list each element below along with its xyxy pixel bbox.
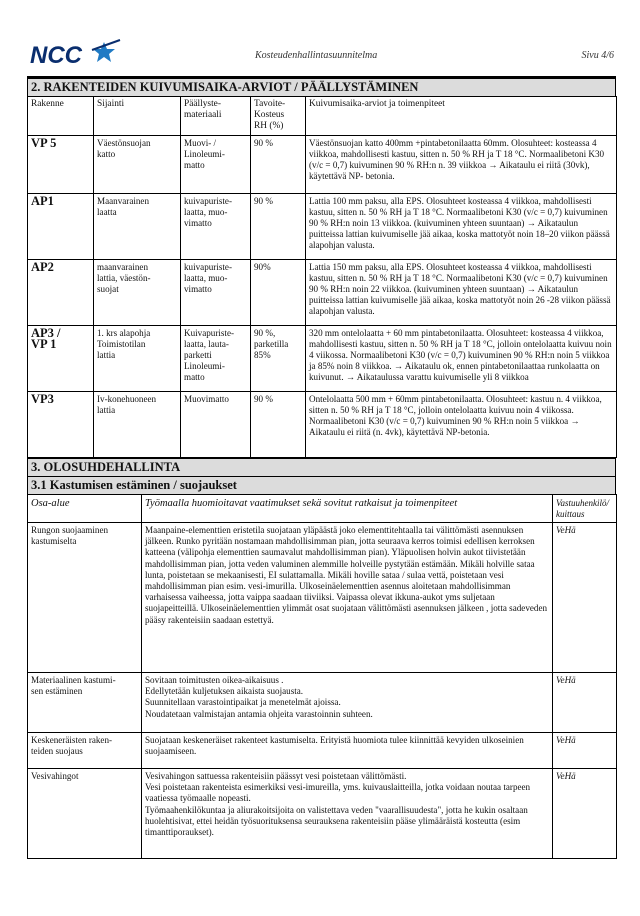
coating-cell: kuivapuriste- laatta, muo- vimatto xyxy=(181,259,251,325)
responsible-cell: VeHä xyxy=(553,523,617,673)
target-moisture-cell: 90 % xyxy=(251,193,306,259)
table-row xyxy=(28,325,617,391)
coating-cell: kuivapuriste- laatta, muo- vimatto xyxy=(181,193,251,259)
requirements-cell: Suojataan keskeneräiset rakenteet kastumiselta. Erityistä huomiota tulee kiinnittää kevyiden ulkoseinien suojaamiseen. xyxy=(142,733,553,769)
column-header: Rakenne xyxy=(28,97,94,136)
column-header: Päällyste- materiaali xyxy=(181,97,251,136)
location-cell: maanvarainen lattia, väestön- suojat xyxy=(94,259,181,325)
table-row xyxy=(28,769,617,859)
drying-estimate-cell: Lattia 150 mm paksu, alla EPS. Olosuhteet kosteassa 4 viikkoa, mahdollisesti kastuu, sitten n. 50 % RH ja T 18 °C. Normaalibetoni K30 (v/c = 0,7) kuivuminen 90 % RH:n noin 22 viikkoa. (kuivuminen yhteen suuntaan) → Aikataulun puitteissa lattian kuivumiselle jää aikaa, koska mattotyöt noin 26 -28 viikon päässä alapohjan valusta. xyxy=(306,259,617,325)
area-cell: Vesivahingot xyxy=(28,769,142,859)
table-row xyxy=(28,259,617,325)
target-moisture-cell: 90% xyxy=(251,259,306,325)
page-number: Sivu 4/6 xyxy=(581,50,614,61)
table-row xyxy=(28,391,617,457)
target-moisture-cell: 90 %, parketilla 85% xyxy=(251,325,306,391)
area-cell: Keskeneräisten raken- teiden suojaus xyxy=(28,733,142,769)
document-title: Kosteudenhallintasuunnitelma xyxy=(255,50,378,61)
structure-code: AP2 xyxy=(28,259,94,325)
responsible-cell: VeHä xyxy=(553,769,617,859)
column-header: Sijainti xyxy=(94,97,181,136)
target-moisture-cell: 90 % xyxy=(251,391,306,457)
section2-title: 2. RAKENTEIDEN KUIVUMISAIKA-ARVIOT / PÄÄLLYSTÄMINEN xyxy=(27,76,616,96)
location-cell: Iv-konehuoneen lattia xyxy=(94,391,181,457)
structure-code: AP1 xyxy=(28,193,94,259)
section3-title: 3. OLOSUHDEHALLINTA xyxy=(27,458,616,476)
drying-estimate-cell: 320 mm ontelolaatta + 60 mm pintabetonilaatta. Olosuhteet: kosteassa 4 viikkoa, mahdollisesti kastuu, sitten n. 50 % RH ja T 18 °C, jolloin ontelolaatta kuivuu noin 4 viikossa. Normaalibetoni K30 (v/c = 0,7) kuivuminen 90 % RH:n noin 5 viikkoa ja 85% noin 8 viikkoa. → Aikataulu ok, ennen pintabetonilaattaa runkolaatta on kuivunut. → Aikataulussa varattu kuivumiselle yli 8 viikkoa xyxy=(306,325,617,391)
column-header: Osa-alue xyxy=(28,494,142,522)
target-moisture-cell: 90 % xyxy=(251,135,306,193)
responsible-cell: VeHä xyxy=(553,733,617,769)
table-row xyxy=(28,673,617,733)
column-header: Kuivumisaika-arviot ja toimenpiteet xyxy=(306,97,617,136)
drying-time-table xyxy=(27,96,617,458)
coating-cell: Kuivapuriste- laatta, lauta- parketti Linoleumi- matto xyxy=(181,325,251,391)
requirements-cell: Sovitaan toimitusten oikea-aikaisuus . Edellytetään kuljetuksen aikaista suojausta. Suunnitellaan varastointipaikat ja menetelmät ajoissa. Noudatetaan valmistajan antamia ohjeita varastoinnin suhteen. xyxy=(142,673,553,733)
area-cell: Materiaalinen kastumi- sen estäminen xyxy=(28,673,142,733)
drying-estimate-cell: Lattia 100 mm paksu, alla EPS. Olosuhteet kosteassa 4 viikkoa, mahdollisesti kastuu, sitten n. 50 % RH ja T 18 °C. Normaalibetoni K30 (v/c = 0,7) kuivuminen 90 % RH:n noin 13 viikkoa. (kuivuminen yhteen suuntaan) → Aikataulun puitteissa lattian kuivumiselle jää aikaa, koska mattotyöt noin 18–20 viikon päässä alapohjan valusta. xyxy=(306,193,617,259)
moisture-protection-table xyxy=(27,494,617,859)
column-header: Vastuuhenkilö/ kuittaus xyxy=(553,494,617,522)
page-header xyxy=(0,30,640,70)
column-header: Työmaalla huomioitavat vaatimukset sekä sovitut ratkaisut ja toimenpiteet xyxy=(142,494,553,522)
structure-code: VP 5 xyxy=(28,135,94,193)
structure-code: VP3 xyxy=(28,391,94,457)
requirements-cell: Vesivahingon sattuessa rakenteisiin päässyt vesi poistetaan välittömästi. Vesi poistetaan rakenteista esimerkiksi vesi-imureilla, yms. kuivauslaitteilla, jotka voidaan noutaa tarpeen vaatiessa työmaalle nopeasti. Työmaahenkilökuntaa ja aliurakoitsijoita on valistettava veden "vaarallisuudesta", jotta he kukin osaltaan huolehtisivat, ettei heidän työsuorituksensa seurauksena rakenteisiin pääse ylimääräistä kosteutta (esim timanttiporaukset). xyxy=(142,769,553,859)
table-row xyxy=(28,733,617,769)
table-header-row xyxy=(28,494,617,522)
drying-estimate-cell: Ontelolaatta 500 mm + 60mm pintabetonilaatta. Olosuhteet: kastuu n. 4 viikkoa, sitten n. 50 % RH ja T 18 °C, jolloin ontelolaatta kuivuu noin 4 viikossa. Normaalibetoni K30 (v/c = 0,7) kuivuminen 90 % RH:n noin 5 viikkoa → Aikataulu ei riitä (n. 4vk), käytettävä NP-betonia. xyxy=(306,391,617,457)
location-cell: Väestönsuojan katto xyxy=(94,135,181,193)
structure-code: AP3 / VP 1 xyxy=(28,325,94,391)
location-cell: 1. krs alapohja Toimistotilan lattia xyxy=(94,325,181,391)
document-body xyxy=(27,76,616,859)
table-row xyxy=(28,135,617,193)
column-header: Tavoite- Kosteus RH (%) xyxy=(251,97,306,136)
coating-cell: Muovi- / Linoleumi- matto xyxy=(181,135,251,193)
area-cell: Rungon suojaaminen kastumiselta xyxy=(28,523,142,673)
logo-text: NCC xyxy=(30,42,82,68)
requirements-cell: Maanpaine-elementtien eristetila suojataan yläpäästä joko elementtitehtaalla tai välittömästi asennuksen jälkeen. Runko pyritään nostamaan mahdollisimman pian, jotta seuraava kerros toimisi edellisen kerroksen katteena (välipohja elementtien saumavalut mahdollisimman pian). Yläpuolisen holvin aukot tiivistetään mahdollisimman pian, jotta veden valuminen alemmille holveille pystytään estämään. Mikäli holville sataa lunta, poistetaan se mekaanisesti, EI sulattamalla. Mikäli hoville sataa / sulaa vettä, poistetaan vesi mahdollisimman pian esim. vesi-imurilla. Ulkoseinäelementtien asennus aloitetaan mahdollisimman varhaisessa vaiheessa, jotta vaippa saadaan tiiviiksi. Vaipassa olevat ikkuna-aukot yms suljetaan suojapeitteillä. Ulkoseinäelementtien ylimmät osat suojataan välittömästi asennuksen jälkeen , jotta sadeveden pääsy rakenteisiin saadaan estettyä. xyxy=(142,523,553,673)
coating-cell: Muovimatto xyxy=(181,391,251,457)
ncc-logo xyxy=(30,36,122,68)
location-cell: Maanvarainen laatta xyxy=(94,193,181,259)
table-row xyxy=(28,193,617,259)
table-row xyxy=(28,523,617,673)
table-header-row xyxy=(28,97,617,136)
section3-subtitle: 3.1 Kastumisen estäminen / suojaukset xyxy=(27,476,616,494)
responsible-cell: VeHä xyxy=(553,673,617,733)
drying-estimate-cell: Väestönsuojan katto 400mm +pintabetonilaatta 60mm. Olosuhteet: kosteassa 4 viikkoa, mahdollisesti kastuu, sitten n. 50 % RH ja T 18 °C. Normaalibetoni K30 (v/c = 0,7) kuivuminen 90 % RH:n n. 39 viikkoa → Aikataulu ei riitä (30vk), käytettävä NP- betonia. xyxy=(306,135,617,193)
